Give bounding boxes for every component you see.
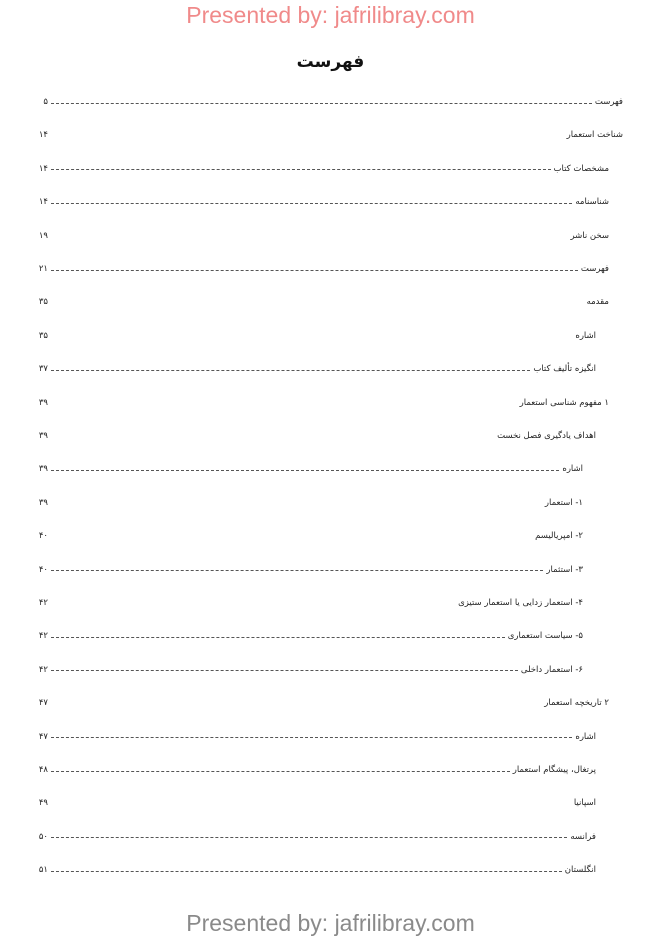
toc-entry-page-number: ۱۴ [38, 130, 48, 141]
toc-dot-leader [51, 637, 505, 638]
page-title: فهرست [296, 52, 365, 72]
toc-entry-label: ۱- استعمار [544, 497, 583, 508]
toc-entry-label: ۲ تاریخچه استعمار [544, 698, 609, 709]
toc-entry-label: مقدمه [586, 297, 609, 308]
toc-entry-page-number: ۱۴ [38, 197, 48, 208]
toc-dot-leader [51, 570, 543, 571]
toc-entry-page-number: ۵ [43, 97, 48, 107]
toc-entry-page-number: ۳۵ [38, 330, 48, 341]
toc-entry-label: ۵- سیاست استعماری [507, 631, 583, 642]
toc-dot-leader [51, 203, 572, 204]
toc-entry-page-number: ۳۹ [38, 497, 48, 508]
toc-entry[interactable] [38, 662, 583, 678]
toc-entry-label: پرتغال، پیشگام استعمار [512, 765, 596, 775]
toc-entry-label: اشاره [575, 731, 596, 742]
watermark-bottom: Presented by: jafrilibray.com [186, 910, 475, 936]
toc-entry[interactable] [38, 829, 596, 845]
toc-entry-label: ۳- استثمار [546, 564, 583, 575]
toc-entry[interactable] [38, 862, 596, 878]
toc-entry[interactable] [38, 361, 596, 377]
toc-entry[interactable] [38, 695, 609, 711]
toc-entry-page-number: ۳۹ [38, 464, 48, 475]
watermark-top: Presented by: jafrilibray.com [186, 2, 475, 28]
toc-entry-label: شناسنامه [575, 197, 609, 208]
toc-entry[interactable] [38, 495, 583, 511]
toc-entry-page-number: ۳۹ [38, 397, 48, 408]
toc-entry[interactable] [38, 628, 583, 644]
toc-entry[interactable] [38, 762, 596, 778]
toc-dot-leader [51, 270, 578, 271]
toc-entry-label: اشاره [562, 464, 583, 475]
toc-entry-page-number: ۳۷ [38, 364, 48, 375]
toc-entry-label: فهرست [594, 97, 623, 107]
toc-entry-page-number: ۱۹ [38, 230, 48, 241]
toc-entry[interactable] [38, 428, 596, 444]
toc-entry[interactable] [38, 194, 609, 210]
toc-entry[interactable] [38, 729, 596, 745]
toc-dot-leader [51, 370, 530, 371]
toc-entry-page-number: ۲۱ [38, 264, 48, 274]
toc-entry-page-number: ۴۲ [38, 664, 48, 675]
toc-entry[interactable] [38, 94, 623, 110]
toc-entry-page-number: ۴۷ [38, 698, 48, 709]
toc-entry-page-number: ۴۲ [38, 631, 48, 642]
toc-entry-label: اهداف یادگیری فصل نخست [497, 431, 596, 441]
toc-entry[interactable] [38, 294, 609, 310]
toc-entry[interactable] [38, 161, 609, 177]
toc-dot-leader [51, 871, 562, 872]
toc-entry[interactable] [38, 595, 583, 611]
toc-entry-label: اشاره [575, 330, 596, 341]
toc-entry-label: مشخصات کتاب [553, 163, 609, 174]
toc-entry-page-number: ۴۰ [38, 564, 48, 575]
toc-dot-leader [51, 771, 510, 772]
toc-entry-label: انگلستان [564, 865, 596, 876]
toc-entry-label: ۴- استعمار زدایی یا استعمار ستیزی [458, 598, 583, 608]
toc-entry-label: ۲- امپریالیسم [535, 531, 583, 542]
toc-entry[interactable] [38, 261, 609, 277]
toc-entry-label: ۶- استعمار داخلی [520, 664, 583, 675]
toc-entry-page-number: ۳۵ [38, 297, 48, 308]
toc-entry-page-number: ۳۹ [38, 431, 48, 441]
toc-entry[interactable] [38, 228, 609, 244]
toc-entry-label: ۱ مفهوم شناسی استعمار [519, 397, 609, 408]
toc-entry-page-number: ۴۲ [38, 598, 48, 608]
toc-dot-leader [51, 103, 592, 104]
toc-entry[interactable] [38, 795, 596, 811]
toc-entry-label: فرانسه [570, 831, 596, 842]
toc-dot-leader [51, 737, 572, 738]
toc-entry-page-number: ۵۰ [38, 831, 48, 842]
toc-entry[interactable] [38, 562, 583, 578]
toc-entry-label: انگیزه تألیف کتاب [533, 364, 596, 375]
toc-entry-label: اسپانیا [573, 798, 596, 809]
toc-entry-label: سخن ناشر [570, 230, 609, 241]
toc-entry-page-number: ۱۴ [38, 163, 48, 174]
toc-entry-page-number: ۵۱ [38, 865, 48, 876]
toc-entry-page-number: ۴۸ [38, 765, 48, 775]
toc-dot-leader [51, 837, 567, 838]
toc-entry[interactable] [38, 127, 623, 143]
toc-dot-leader [51, 670, 518, 671]
toc-entry-page-number: ۴۰ [38, 531, 48, 542]
toc-entry-label: شناخت استعمار [566, 130, 623, 141]
toc-entry-page-number: ۴۷ [38, 731, 48, 742]
toc-entry[interactable] [38, 528, 583, 544]
toc-entry[interactable] [38, 328, 596, 344]
toc-entry[interactable] [38, 461, 583, 477]
toc-entry-label: فهرست [580, 264, 609, 274]
toc-dot-leader [51, 169, 551, 170]
toc-entry-page-number: ۴۹ [38, 798, 48, 809]
toc-dot-leader [51, 470, 559, 471]
toc-entry[interactable] [38, 395, 609, 411]
